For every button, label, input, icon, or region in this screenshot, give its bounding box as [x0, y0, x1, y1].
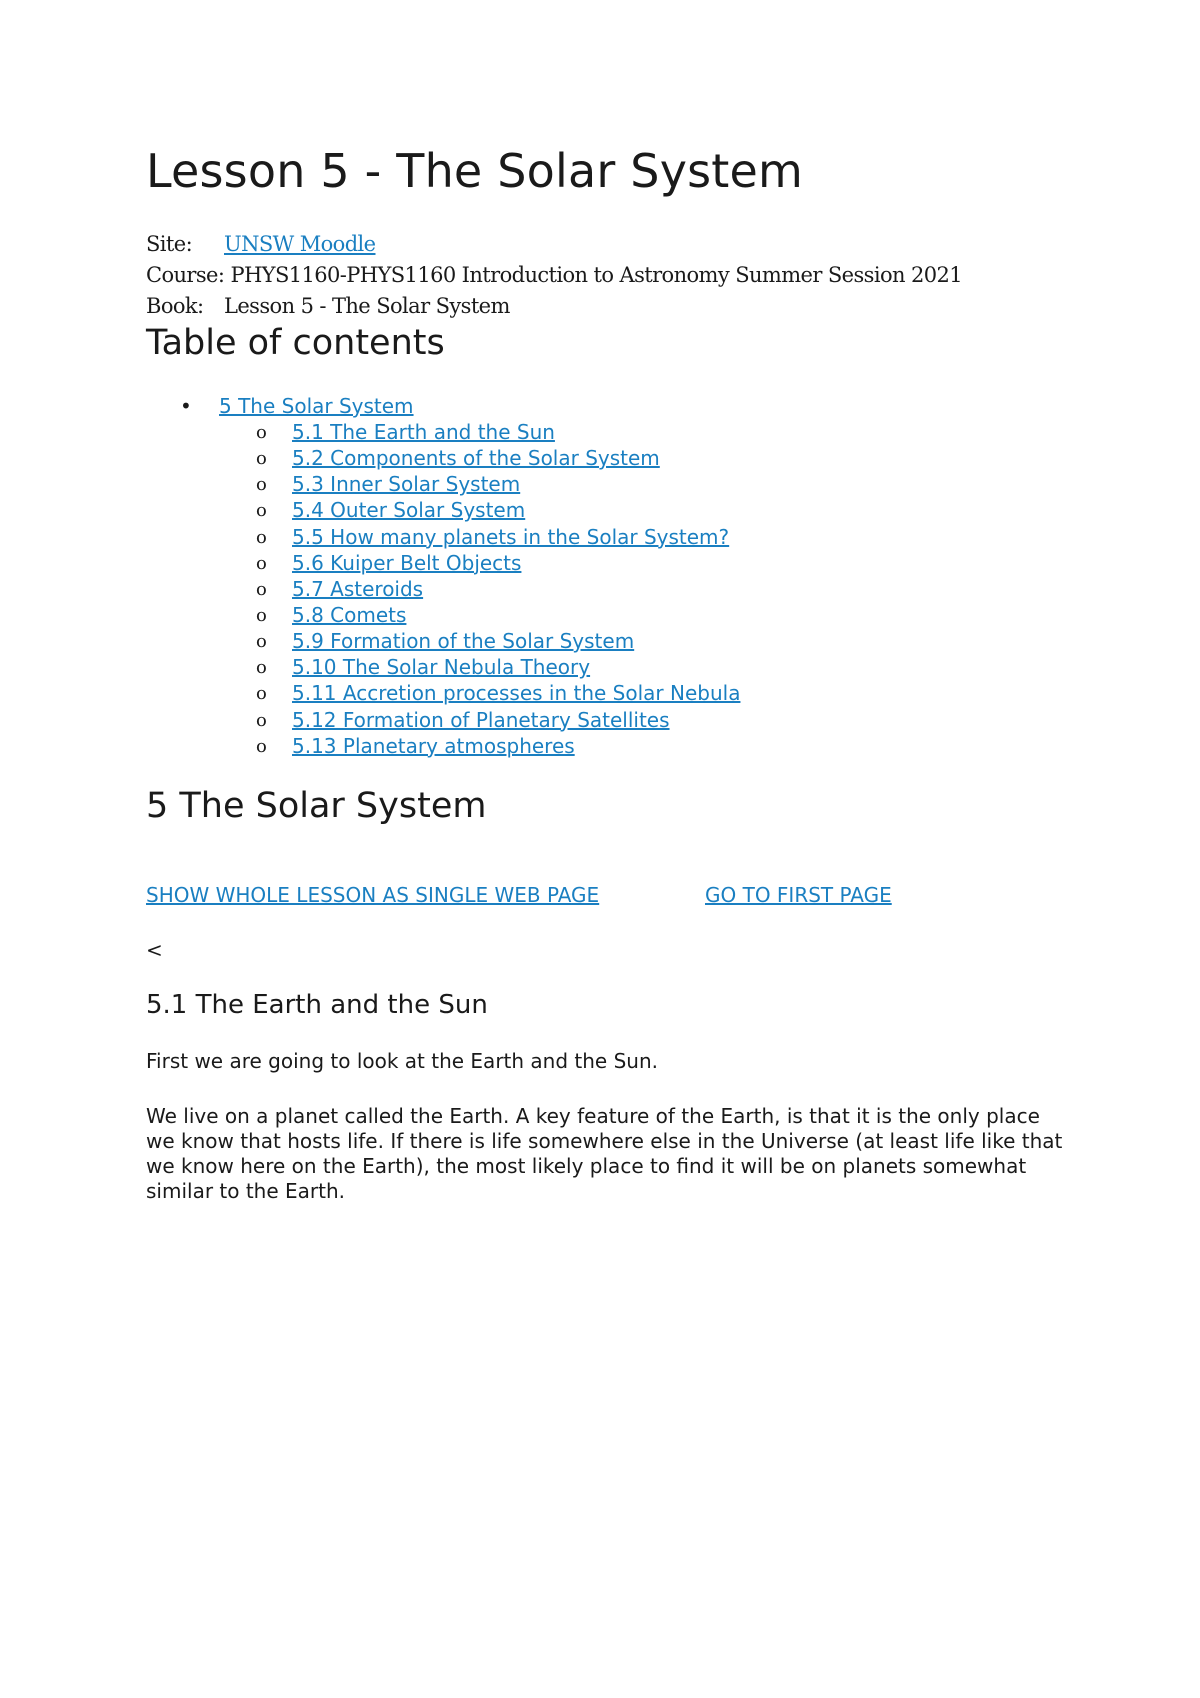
toc-link-5-2[interactable]: 5.2 Components of the Solar System — [292, 446, 660, 471]
meta-site-row — [146, 232, 376, 256]
previous-page-arrow[interactable]: < — [146, 938, 163, 962]
site-link[interactable]: UNSW Moodle — [224, 232, 376, 256]
sub-bullet-icon: o — [256, 631, 267, 653]
toc-link-5-3[interactable]: 5.3 Inner Solar System — [292, 472, 521, 497]
course-label: Course: — [146, 263, 225, 287]
sub-bullet-icon: o — [256, 422, 267, 443]
lesson-nav — [146, 883, 892, 907]
paragraph-intro: First we are going to look at the Earth and the Sun. — [146, 1049, 658, 1073]
toc-link-5-6[interactable]: 5.6 Kuiper Belt Objects — [292, 550, 522, 575]
sub-bullet-icon: o — [256, 448, 267, 470]
paragraph-earth: We live on a planet called the Earth. A key feature of the Earth, is that it is the only place we know that hosts life. If there is life somewhere else in the Universe (at least life like that we know here on the Earth), the most likely place to find it will be on planets somewhat similar to the Earth. — [146, 1104, 1063, 1203]
book-value: Lesson 5 - The Solar System — [224, 294, 510, 318]
toc-link-5-11[interactable]: 5.11 Accretion processes in the Solar Nebula — [292, 681, 741, 706]
sub-bullet-icon: o — [256, 604, 267, 626]
subsection-heading: 5.1 The Earth and the Sun — [146, 990, 488, 1020]
book-label: Book: — [146, 294, 204, 318]
toc-link-5-12[interactable]: 5.12 Formation of Planetary Satellites — [292, 707, 670, 732]
toc-link-5-7[interactable]: 5.7 Asteroids — [292, 576, 424, 601]
meta-course-row — [146, 263, 962, 287]
toc-link-5-5[interactable]: 5.5 How many planets in the Solar System? — [292, 524, 730, 549]
toc-link-5-8[interactable]: 5.8 Comets — [292, 602, 407, 627]
site-label: Site: — [146, 232, 193, 256]
show-whole-lesson-link[interactable]: SHOW WHOLE LESSON AS SINGLE WEB PAGE — [146, 883, 600, 907]
course-value: PHYS1160-PHYS1160 Introduction to Astronomy Summer Session 2021 — [230, 263, 963, 287]
go-to-first-page-link[interactable]: GO TO FIRST PAGE — [705, 883, 892, 907]
sub-bullet-icon: o — [256, 552, 267, 574]
sub-bullet-icon: o — [256, 474, 267, 496]
toc-heading: Table of contents — [146, 323, 445, 363]
sub-bullet-icon: o — [256, 500, 267, 522]
sub-bullet-icon: o — [256, 735, 267, 757]
bullet-icon: • — [180, 394, 192, 418]
toc-link-5-4[interactable]: 5.4 Outer Solar System — [292, 498, 526, 523]
sub-bullet-icon: o — [256, 683, 267, 705]
toc-link-5-13[interactable]: 5.13 Planetary atmospheres — [292, 733, 575, 758]
sub-bullet-icon: o — [256, 709, 267, 731]
toc-link-5-9[interactable]: 5.9 Formation of the Solar System — [292, 629, 635, 654]
toc-link-5[interactable]: 5 The Solar System — [219, 394, 414, 418]
document-title: Lesson 5 - The Solar System — [146, 144, 804, 198]
section-title: 5 The Solar System — [146, 786, 487, 826]
sub-bullet-icon: o — [256, 526, 267, 548]
toc-link-5-1[interactable]: 5.1 The Earth and the Sun — [292, 420, 555, 444]
meta-book-row — [146, 294, 510, 318]
toc-link-5-10[interactable]: 5.10 The Solar Nebula Theory — [292, 655, 591, 680]
sub-bullet-icon: o — [256, 578, 267, 600]
sub-bullet-icon: o — [256, 657, 267, 679]
